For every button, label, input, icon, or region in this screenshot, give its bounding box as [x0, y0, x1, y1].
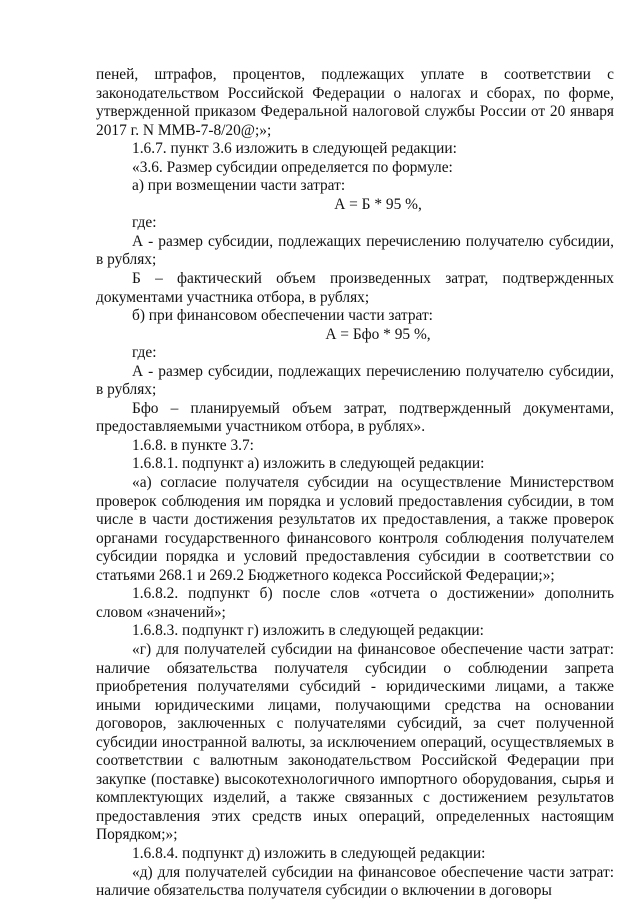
paragraph-subitem-d-text: «д) для получателей субсидии на финансовое обеспечение части затрат: наличие обязательства получателя субсидии о включении в договоры	[96, 863, 614, 900]
formula-b: А = Бфо * 95 %,	[325, 325, 431, 343]
paragraph-item-1-6-8-2: 1.6.8.2. подпункт б) после слов «отчета о достижении» дополнить словом «значений»;	[96, 585, 614, 621]
paragraph-item-1-6-8: 1.6.8. в пункте 3.7:	[132, 436, 254, 454]
paragraph-where: где:	[132, 214, 157, 232]
paragraph-item-1-6-7: 1.6.7. пункт 3.6 изложить в следующей редакции:	[132, 140, 457, 158]
paragraph-item-3-6: «3.6. Размер субсидии определяется по формуле:	[132, 158, 453, 176]
paragraph-continuation: пеней, штрафов, процентов, подлежащих уплате в соответствии с законодательством Российской Федерации о налогах и сборах, по форме, утвержденной приказом Федеральной налоговой службы России от 20 января 2017 г. N ММВ-7-8/20@;»;	[96, 66, 614, 139]
paragraph-subitem-b: б) при финансовом обеспечении части затрат:	[132, 307, 433, 325]
definition-a: А - размер субсидии, подлежащих перечислению получателю субсидии, в рублях;	[96, 362, 614, 399]
paragraph-item-1-6-8-1: 1.6.8.1. подпункт а) изложить в следующей редакции:	[132, 455, 485, 473]
paragraph-subitem-a: а) при возмещении части затрат:	[132, 177, 346, 195]
paragraph-subitem-a-text: «а) согласие получателя субсидии на осуществление Министерством проверок соблюдения им порядка и условий предоставления субсидии, в том числе в части достижения результатов их предоставления, а также проверок органами государственного финансового контроля соблюдения получателем субсидии порядка и условий предоставления субсидии в соответствии со статьями 268.1 и 269.2 Бюджетного кодекса Российской Федерации;»;	[96, 474, 614, 584]
paragraph-item-1-6-8-4: 1.6.8.4. подпункт д) изложить в следующей редакции:	[132, 844, 486, 862]
definition-a: А - размер субсидии, подлежащих перечислению получателю субсидии, в рублях;	[96, 232, 614, 269]
paragraph-where: где:	[132, 344, 157, 362]
definition-b: Б – фактический объем произведенных затрат, подтвержденных документами участника отбора, в рублях;	[96, 270, 614, 306]
formula-a: А = Б * 95 %,	[334, 195, 422, 213]
paragraph-item-1-6-8-3: 1.6.8.3. подпункт г) изложить в следующей редакции:	[132, 622, 484, 640]
paragraph-subitem-g-text: «г) для получателей субсидии на финансовое обеспечение части затрат: наличие обязательства получателя субсидии о соблюдении запрета приобретения получателями субсидий - юридическими лицами, а также иными юридическими лицами, получающими средства на основании договоров, заключенных с получателями субсидий, за счет полученной субсидии иностранной валюты, за исключением операций, осуществляемых в соответствии с валютным законодательством Российской Федерации при закупке (поставке) высокотехнологичного импортного оборудования, сырья и комплектующих изделий, а также связанных с достижением результатов предоставления этих средств иных операций, определенных настоящим Порядком;»;	[96, 640, 614, 844]
definition-bfo: Бфо – планируемый объем затрат, подтвержденный документами, предоставляемыми участником отбора, в рублях».	[96, 399, 614, 436]
